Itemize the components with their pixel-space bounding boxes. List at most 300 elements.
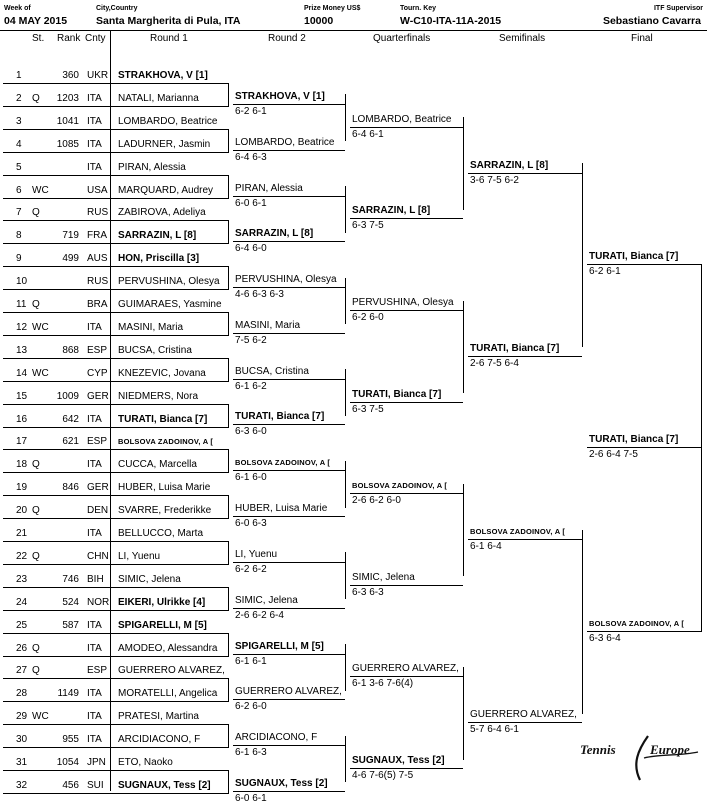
draw-position: 17 <box>16 436 28 448</box>
bracket-connector <box>228 83 229 107</box>
player-country: ITA <box>87 161 102 173</box>
draw-position: 24 <box>16 596 28 608</box>
entry-line <box>3 266 228 267</box>
bracket-connector <box>228 541 229 565</box>
player-name: SPIGARELLI, M [5] <box>118 619 207 631</box>
round2-line <box>233 562 345 563</box>
player-name: CUCCA, Marcella <box>118 459 197 471</box>
draw-position: 5 <box>16 161 22 173</box>
bracket-connector <box>582 530 583 714</box>
player-rank: 524 <box>62 596 79 608</box>
player-rank: 1203 <box>56 92 79 104</box>
round2-line <box>233 241 345 242</box>
player-country: GER <box>87 482 109 494</box>
entry-status: WC <box>32 321 49 333</box>
player-country: ITA <box>87 413 102 425</box>
entry-line <box>3 129 228 130</box>
player-name: SVARRE, Frederikke <box>118 505 212 517</box>
quarterfinal-line <box>350 493 463 494</box>
semifinal-line <box>468 539 582 540</box>
player-country: ESP <box>87 344 108 356</box>
round2-line <box>233 150 345 151</box>
col-cnty: Cnty <box>85 33 106 44</box>
bracket-connector <box>345 94 346 141</box>
round2-line <box>233 516 345 517</box>
draw-position: 4 <box>16 138 22 150</box>
player-name: EIKERI, Ulrikke [4] <box>118 596 206 608</box>
quarterfinal-winner: LOMBARDO, Beatrice <box>352 114 452 125</box>
player-name: SUGNAUX, Tess [2] <box>118 779 211 791</box>
entry-line <box>3 678 228 679</box>
bracket-connector <box>345 369 346 416</box>
player-rank: 1149 <box>57 688 79 700</box>
entry-line <box>3 404 228 405</box>
draw-position: 18 <box>16 459 28 471</box>
entry-line <box>3 747 228 748</box>
bracket-connector <box>345 186 346 233</box>
player-country: ESP <box>87 665 108 677</box>
champion-line <box>587 447 701 448</box>
round2-winner: GUERRERO ALVAREZ, <box>235 686 342 697</box>
round2-winner: SPIGARELLI, M [5] <box>235 641 324 652</box>
round2-score: 6-4 6-3 <box>235 152 267 163</box>
draw-position: 12 <box>16 321 28 333</box>
entry-line <box>3 633 228 634</box>
entry-status: Q <box>32 299 40 310</box>
bracket-connector <box>228 175 229 199</box>
bracket-connector <box>345 278 346 324</box>
draw-position: 28 <box>16 688 28 700</box>
round2-winner: HUBER, Luisa Marie <box>235 503 328 514</box>
round2-winner: MASINI, Maria <box>235 320 301 331</box>
quarterfinal-line <box>350 768 463 769</box>
round2-line <box>233 608 345 609</box>
draw-position: 6 <box>16 184 22 196</box>
semifinal-line <box>468 173 582 174</box>
prize-value: 10000 <box>304 15 334 27</box>
round2-winner: BOLSOVA ZADOINOV, A [ <box>235 458 331 467</box>
player-rank: 1009 <box>56 390 79 402</box>
draw-position: 2 <box>16 92 22 104</box>
player-name: ARCIDIACONO, F <box>118 734 201 746</box>
semifinal-winner: GUERRERO ALVAREZ, <box>470 709 577 720</box>
player-rank: 360 <box>62 70 79 81</box>
prize-label: Prize Money US$ <box>304 5 361 12</box>
bracket-connector <box>228 129 229 153</box>
entry-line <box>3 243 228 244</box>
round2-score: 6-0 6-1 <box>235 793 267 804</box>
player-rank: 1054 <box>56 757 79 768</box>
final-line <box>587 631 701 632</box>
semifinal-score: 6-1 6-4 <box>470 541 502 552</box>
player-name: BUCSA, Cristina <box>118 344 192 356</box>
draw-position: 25 <box>16 619 28 631</box>
player-name: MORATELLI, Angelica <box>118 688 218 700</box>
entry-line <box>3 220 228 221</box>
draw-position: 32 <box>16 779 28 791</box>
entry-status: Q <box>32 550 40 562</box>
week-value: 04 MAY 2015 <box>4 15 68 27</box>
quarterfinal-score: 6-2 6-0 <box>352 312 384 323</box>
player-country: JPN <box>87 757 106 768</box>
bracket-connector <box>228 404 229 428</box>
quarterfinal-line <box>350 218 463 219</box>
player-name: LI, Yuenu <box>118 550 161 562</box>
draw-position: 16 <box>16 413 28 425</box>
bracket-connector <box>345 644 346 691</box>
final-line <box>587 264 701 265</box>
player-name: ETO, Naoko <box>118 757 173 768</box>
round2-line <box>233 287 345 288</box>
bracket-connector <box>228 633 229 657</box>
player-name: SARRAZIN, L [8] <box>118 230 197 242</box>
entry-line <box>3 770 228 771</box>
bracket-connector <box>228 220 229 244</box>
bracket-connector <box>228 678 229 702</box>
col-quarterfinals: Quarterfinals <box>373 33 431 44</box>
entry-status: Q <box>32 92 40 104</box>
draw-position: 9 <box>16 253 22 265</box>
tourn-key-label: Tourn. Key <box>400 5 437 12</box>
round2-score: 6-0 6-1 <box>235 198 267 209</box>
player-rank: 955 <box>62 734 79 746</box>
player-country: ESP <box>87 436 108 448</box>
bracket-connector <box>228 724 229 748</box>
city-label: City,Country <box>96 5 138 12</box>
final-connector <box>701 264 702 632</box>
round2-score: 6-2 6-2 <box>235 564 267 575</box>
tourn-key-value: W-C10-ITA-11A-2015 <box>400 15 502 27</box>
round2-winner: PIRAN, Alessia <box>235 183 303 194</box>
semifinal-winner: TURATI, Bianca [7] <box>470 343 560 354</box>
draw-position: 10 <box>16 276 28 288</box>
entry-line <box>3 564 228 565</box>
round2-line <box>233 333 345 334</box>
player-country: ITA <box>87 459 102 471</box>
col-semifinals: Semifinals <box>499 33 546 44</box>
player-country: USA <box>87 184 108 196</box>
entry-line <box>3 381 228 382</box>
final-score: 6-3 6-4 <box>589 633 621 644</box>
draw-position: 7 <box>16 207 22 219</box>
round2-score: 2-6 6-2 6-4 <box>235 610 284 621</box>
round2-winner: ARCIDIACONO, F <box>235 732 318 743</box>
player-name: NATALI, Marianna <box>118 92 199 104</box>
player-rank: 499 <box>62 253 79 265</box>
draw-position: 29 <box>16 711 28 723</box>
round2-line <box>233 470 345 471</box>
player-country: ITA <box>87 688 102 700</box>
player-country: AUS <box>87 253 108 265</box>
entry-line <box>3 701 228 702</box>
champion-name: TURATI, Bianca [7] <box>589 434 679 445</box>
player-name: BOLSOVA ZADOINOV, A [ <box>118 437 214 447</box>
player-country: BIH <box>87 573 104 585</box>
entry-status: Q <box>32 505 40 517</box>
round2-score: 6-2 6-1 <box>235 106 267 117</box>
draw-position: 11 <box>16 299 27 310</box>
player-name: SIMIC, Jelena <box>118 573 181 585</box>
col-round1: Round 1 <box>150 33 188 44</box>
player-country: RUS <box>87 276 109 288</box>
round2-score: 6-1 6-0 <box>235 472 267 483</box>
draw-position: 3 <box>16 115 22 127</box>
bracket-connector <box>463 484 464 576</box>
draw-position: 20 <box>16 505 28 517</box>
round2-winner: SIMIC, Jelena <box>235 595 298 606</box>
quarterfinal-line <box>350 127 463 128</box>
quarterfinal-winner: GUERRERO ALVAREZ, <box>352 663 459 674</box>
entry-line <box>3 472 228 473</box>
round2-score: 6-1 6-1 <box>235 656 267 667</box>
round2-score: 6-3 6-0 <box>235 426 267 437</box>
semifinal-score: 2-6 7-5 6-4 <box>470 358 519 369</box>
round2-line <box>233 654 345 655</box>
round2-score: 4-6 6-3 6-3 <box>235 289 284 300</box>
entry-line <box>3 83 228 84</box>
player-country: UKR <box>87 70 109 81</box>
player-rank: 846 <box>62 482 79 494</box>
logo-text-tennis: Tennis <box>580 742 616 757</box>
entry-line <box>3 449 228 450</box>
final-winner: TURATI, Bianca [7] <box>589 251 679 262</box>
round2-winner: SARRAZIN, L [8] <box>235 228 314 239</box>
quarterfinal-winner: SARRAZIN, L [8] <box>352 205 431 216</box>
player-name: LADURNER, Jasmin <box>118 138 211 150</box>
player-name: LOMBARDO, Beatrice <box>118 115 218 127</box>
quarterfinal-winner: SIMIC, Jelena <box>352 572 415 583</box>
round2-winner: TURATI, Bianca [7] <box>235 411 325 422</box>
bracket-connector <box>228 312 229 336</box>
player-country: ITA <box>87 711 102 723</box>
entry-line <box>3 358 228 359</box>
quarterfinal-line <box>350 585 463 586</box>
quarterfinal-line <box>350 676 463 677</box>
player-country: ITA <box>87 115 102 127</box>
round2-line <box>233 791 345 792</box>
col-final: Final <box>631 33 653 44</box>
draw-position: 1 <box>16 70 22 81</box>
player-name: GUIMARAES, Yasmine <box>118 299 222 310</box>
player-name: TURATI, Bianca [7] <box>118 413 208 425</box>
entry-line <box>3 106 228 107</box>
player-name: MASINI, Maria <box>118 321 184 333</box>
entry-status: WC <box>32 711 49 723</box>
entry-line <box>3 587 228 588</box>
round2-line <box>233 379 345 380</box>
tennis-europe-logo <box>580 728 700 783</box>
entry-status: Q <box>32 642 40 654</box>
draw-position: 13 <box>16 344 28 356</box>
week-label: Week of <box>4 5 31 12</box>
round2-line <box>233 424 345 425</box>
draw-position: 15 <box>16 390 28 402</box>
entry-status: Q <box>32 207 40 219</box>
entry-status: WC <box>32 367 49 379</box>
draw-position: 14 <box>16 367 28 379</box>
round2-winner: LOMBARDO, Beatrice <box>235 137 335 148</box>
semifinal-line <box>468 356 582 357</box>
player-name: KNEZEVIC, Jovana <box>118 367 206 379</box>
round2-line <box>233 104 345 105</box>
player-country: ITA <box>87 528 102 539</box>
logo-text-europe: Europe <box>650 742 690 757</box>
quarterfinal-score: 6-3 6-3 <box>352 587 384 598</box>
round2-score: 6-2 6-0 <box>235 701 267 712</box>
round2-line <box>233 699 345 700</box>
col-st: St. <box>32 33 45 44</box>
draw-position: 23 <box>16 573 28 585</box>
bracket-connector <box>345 552 346 599</box>
round2-winner: STRAKHOVA, V [1] <box>235 91 325 102</box>
player-country: BRA <box>87 299 108 310</box>
quarterfinal-line <box>350 310 463 311</box>
player-country: DEN <box>87 505 109 517</box>
player-name: NIEDMERS, Nora <box>118 390 199 402</box>
player-rank: 456 <box>62 779 79 791</box>
draw-position: 30 <box>16 734 28 746</box>
semifinal-line <box>468 722 582 723</box>
bracket-connector <box>463 667 464 760</box>
round2-winner: PERVUSHINA, Olesya <box>235 274 337 285</box>
draw-position: 19 <box>16 482 28 494</box>
bracket-connector <box>228 495 229 519</box>
champion-score: 2-6 6-4 7-5 <box>589 449 638 460</box>
entry-status: Q <box>32 459 40 471</box>
round2-winner: LI, Yuenu <box>235 549 278 560</box>
player-rank: 1041 <box>56 115 79 127</box>
player-name: BELLUCCO, Marta <box>118 528 204 539</box>
player-country: ITA <box>87 138 102 150</box>
entry-line <box>3 495 228 496</box>
entry-line <box>3 312 228 313</box>
entry-line <box>3 518 228 519</box>
bracket-connector <box>228 358 229 382</box>
entry-line <box>3 198 228 199</box>
player-name: HON, Priscilla [3] <box>118 253 200 265</box>
quarterfinal-line <box>350 402 463 403</box>
player-country: ITA <box>87 734 102 746</box>
draw-position: 27 <box>16 665 28 677</box>
player-country: ITA <box>87 92 102 104</box>
player-name: PERVUSHINA, Olesya <box>118 276 220 288</box>
supervisor-label: ITF Supervisor <box>653 5 703 12</box>
player-rank: 868 <box>62 344 79 356</box>
quarterfinal-score: 6-3 7-5 <box>352 404 384 415</box>
round2-score: 6-1 6-3 <box>235 747 267 758</box>
player-name: HUBER, Luisa Marie <box>118 482 211 494</box>
quarterfinal-winner: PERVUSHINA, Olesya <box>352 297 454 308</box>
quarterfinal-score: 4-6 7-6(5) 7-5 <box>352 770 414 781</box>
draw-position: 26 <box>16 642 28 654</box>
entry-line <box>3 175 228 176</box>
semifinal-winner: BOLSOVA ZADOINOV, A [ <box>470 527 566 536</box>
player-rank: 719 <box>62 230 79 242</box>
player-name: GUERRERO ALVAREZ, <box>118 665 225 677</box>
draw-position: 22 <box>16 550 28 562</box>
quarterfinal-score: 6-1 3-6 7-6(4) <box>352 678 414 689</box>
player-country: GER <box>87 390 109 402</box>
player-name: AMODEO, Alessandra <box>118 642 218 654</box>
player-country: ITA <box>87 321 102 333</box>
bracket-connector <box>345 736 346 782</box>
player-country: FRA <box>87 230 107 242</box>
entry-line <box>3 724 228 725</box>
entry-line <box>3 152 228 153</box>
semifinal-winner: SARRAZIN, L [8] <box>470 160 549 171</box>
player-rank: 642 <box>62 413 79 425</box>
final-score: 6-2 6-1 <box>589 266 621 277</box>
entry-line <box>3 793 228 794</box>
player-country: ITA <box>87 642 102 654</box>
player-country: CHN <box>87 550 109 562</box>
bracket-connector <box>228 266 229 290</box>
draw-position: 8 <box>16 230 22 242</box>
entry-line <box>3 610 228 611</box>
bracket-connector <box>345 461 346 508</box>
entry-status: Q <box>32 665 40 677</box>
entry-line <box>3 335 228 336</box>
round2-winner: SUGNAUX, Tess [2] <box>235 778 328 789</box>
player-rank: 1085 <box>56 138 79 150</box>
bracket-connector <box>582 163 583 347</box>
city-value: Santa Margherita di Pula, ITA <box>96 15 241 27</box>
bracket-connector <box>228 587 229 611</box>
quarterfinal-winner: TURATI, Bianca [7] <box>352 389 442 400</box>
round2-score: 7-5 6-2 <box>235 335 267 346</box>
bracket-connector <box>228 449 229 473</box>
entry-line <box>3 541 228 542</box>
quarterfinal-score: 6-3 7-5 <box>352 220 384 231</box>
entry-line <box>3 427 228 428</box>
supervisor-value: Sebastiano Cavarra <box>602 15 701 27</box>
quarterfinal-winner: BOLSOVA ZADOINOV, A [ <box>352 481 448 490</box>
draw-position: 31 <box>16 757 28 768</box>
bracket-connector <box>228 770 229 794</box>
player-rank: 587 <box>62 619 79 631</box>
round2-line <box>233 196 345 197</box>
round2-score: 6-1 6-2 <box>235 381 267 392</box>
column-divider <box>110 30 111 791</box>
bracket-connector <box>463 117 464 210</box>
col-rank: Rank <box>57 33 81 44</box>
player-country: RUS <box>87 207 109 219</box>
entry-line <box>3 656 228 657</box>
final-winner: BOLSOVA ZADOINOV, A [ <box>589 619 685 628</box>
player-country: SUI <box>87 779 104 791</box>
player-name: ZABIROVA, Adeliya <box>118 207 206 219</box>
player-country: ITA <box>87 619 102 631</box>
semifinal-score: 5-7 6-4 6-1 <box>470 724 519 735</box>
player-name: MARQUARD, Audrey <box>118 184 214 196</box>
header-rule <box>0 30 707 31</box>
quarterfinal-score: 2-6 6-2 6-0 <box>352 495 401 506</box>
round2-score: 6-0 6-3 <box>235 518 267 529</box>
quarterfinal-score: 6-4 6-1 <box>352 129 384 140</box>
entry-line <box>3 289 228 290</box>
col-round2: Round 2 <box>268 33 306 44</box>
round2-winner: BUCSA, Cristina <box>235 366 309 377</box>
bracket-connector <box>463 301 464 393</box>
player-name: PIRAN, Alessia <box>118 161 186 173</box>
player-name: STRAKHOVA, V [1] <box>118 70 208 81</box>
player-rank: 621 <box>62 436 79 448</box>
draw-position: 21 <box>16 528 28 539</box>
player-name: PRATESI, Martina <box>118 711 199 723</box>
round2-score: 6-4 6-0 <box>235 243 267 254</box>
semifinal-score: 3-6 7-5 6-2 <box>470 175 519 186</box>
player-rank: 746 <box>62 573 79 585</box>
